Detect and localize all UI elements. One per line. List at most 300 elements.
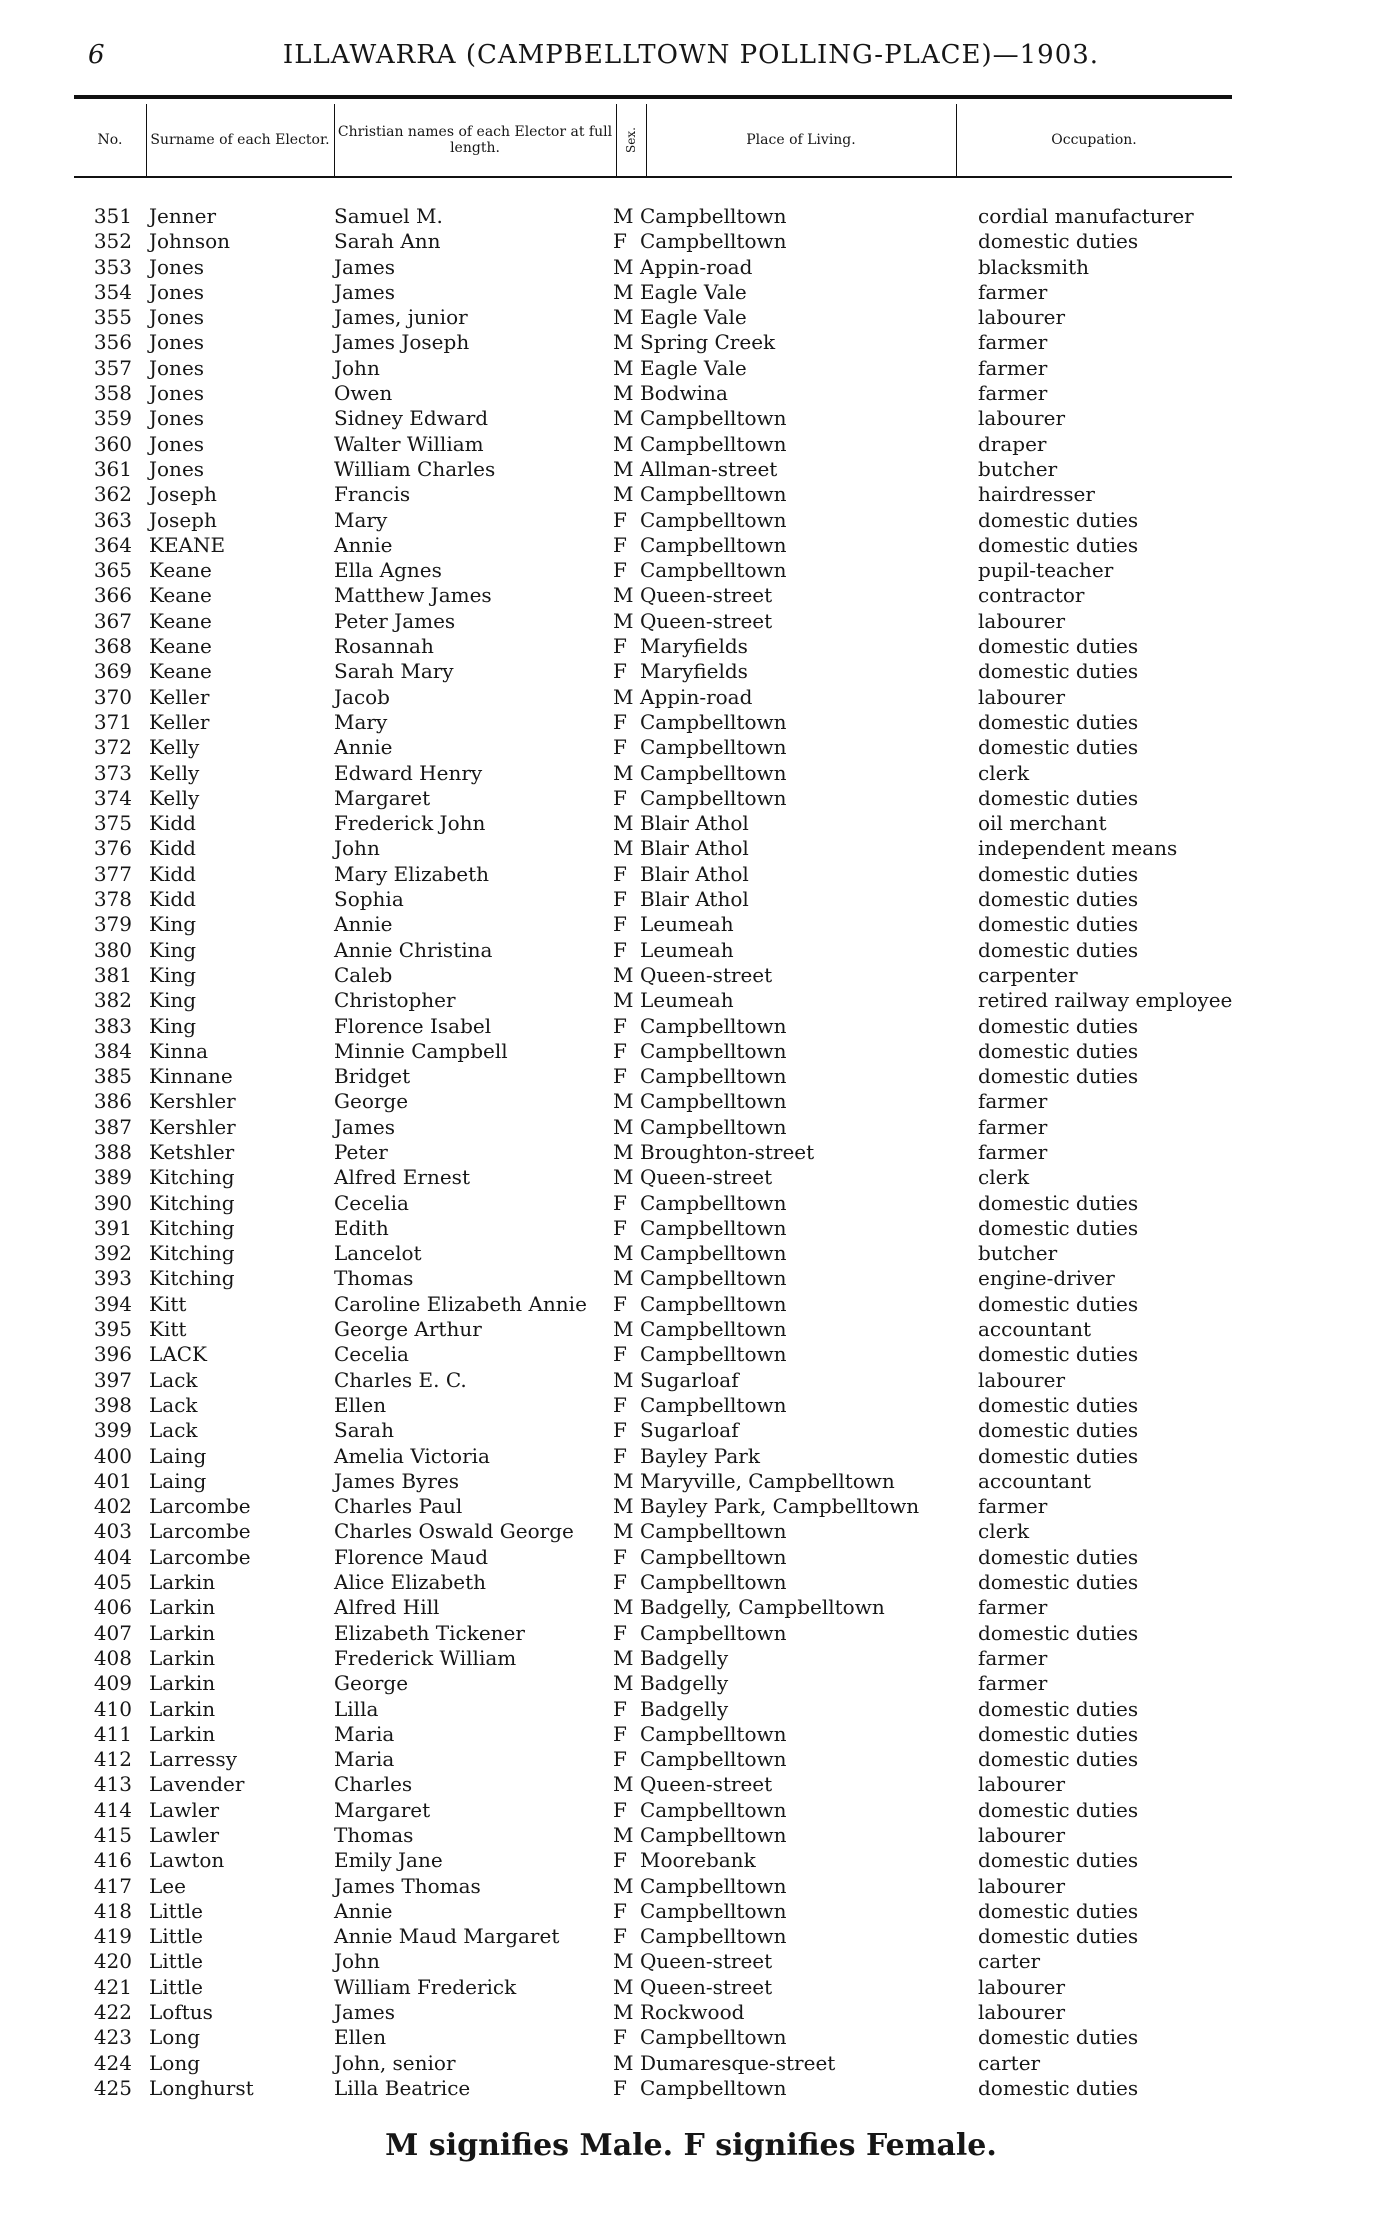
elector-occupation: contractor bbox=[978, 583, 1085, 608]
elector-sex: M bbox=[613, 1519, 634, 1544]
table-row bbox=[0, 811, 1382, 836]
table-row bbox=[0, 381, 1382, 406]
page-title: ILLAWARRA (CAMPBELLTOWN POLLING-PLACE)—1903. bbox=[282, 40, 1100, 70]
elector-christian-names: Sarah bbox=[334, 1418, 394, 1443]
elector-occupation: domestic duties bbox=[978, 1797, 1139, 1822]
table-row bbox=[0, 1115, 1382, 1140]
elector-number: 351 bbox=[93, 204, 132, 228]
elector-surname: Jones bbox=[149, 355, 205, 380]
table-row bbox=[0, 1798, 1382, 1823]
elector-place: Campbelltown bbox=[640, 1038, 787, 1063]
elector-surname: Kitching bbox=[149, 1190, 235, 1215]
elector-sex: M bbox=[613, 1595, 634, 1620]
elector-place: Blair Athol bbox=[640, 861, 749, 886]
elector-surname: Jones bbox=[149, 330, 205, 355]
table-row bbox=[0, 1014, 1382, 1039]
table-row bbox=[0, 1697, 1382, 1722]
elector-surname: Joseph bbox=[149, 507, 217, 532]
elector-place: Queen-street bbox=[640, 1165, 773, 1190]
elector-sex: F bbox=[613, 1013, 627, 1038]
table-row bbox=[0, 1874, 1382, 1899]
elector-place: Appin-road bbox=[640, 254, 753, 279]
elector-occupation: domestic duties bbox=[978, 1342, 1139, 1367]
elector-christian-names: Mary bbox=[334, 709, 388, 734]
elector-sex: F bbox=[613, 229, 627, 254]
elector-sex: F bbox=[613, 861, 627, 886]
elector-occupation: draper bbox=[978, 431, 1047, 456]
elector-place: Campbelltown bbox=[640, 2025, 787, 2050]
elector-sex: M bbox=[613, 330, 634, 355]
elector-christian-names: Sarah Mary bbox=[334, 659, 454, 684]
elector-number: 415 bbox=[93, 1823, 132, 1847]
elector-christian-names: Elizabeth Tickener bbox=[334, 1620, 525, 1645]
elector-surname: Kitching bbox=[149, 1215, 235, 1240]
elector-sex: F bbox=[613, 1038, 627, 1063]
table-row bbox=[0, 204, 1382, 229]
elector-sex: M bbox=[613, 1266, 634, 1291]
elector-surname: Larcombe bbox=[149, 1494, 251, 1519]
elector-christian-names: Samuel M. bbox=[334, 204, 443, 228]
elector-number: 412 bbox=[93, 1747, 132, 1772]
elector-christian-names: Edward Henry bbox=[334, 760, 483, 785]
table-row bbox=[0, 685, 1382, 710]
table-row bbox=[0, 1924, 1382, 1949]
elector-occupation: domestic duties bbox=[978, 634, 1139, 659]
table-row bbox=[0, 609, 1382, 634]
elector-occupation: domestic duties bbox=[978, 1696, 1139, 1721]
elector-occupation: domestic duties bbox=[978, 937, 1139, 962]
elector-christian-names: Annie bbox=[334, 1898, 393, 1923]
elector-sex: M bbox=[613, 1139, 634, 1164]
elector-occupation: domestic duties bbox=[978, 229, 1139, 254]
table-row bbox=[0, 1317, 1382, 1342]
elector-occupation: domestic duties bbox=[978, 2075, 1139, 2100]
elector-surname: Larcombe bbox=[149, 1544, 251, 1569]
table-row bbox=[0, 988, 1382, 1013]
elector-surname: Kitt bbox=[149, 1291, 187, 1316]
elector-surname: Lawler bbox=[149, 1797, 220, 1822]
elector-surname: King bbox=[149, 1013, 197, 1038]
elector-place: Bayley Park, Campbelltown bbox=[640, 1494, 920, 1519]
elector-christian-names: Lilla Beatrice bbox=[334, 2075, 471, 2100]
elector-surname: Lack bbox=[149, 1392, 198, 1417]
elector-christian-names: George bbox=[334, 1089, 409, 1114]
table-row bbox=[0, 482, 1382, 507]
elector-occupation: carter bbox=[978, 2050, 1041, 2075]
elector-sex: F bbox=[613, 1443, 627, 1468]
elector-place: Rockwood bbox=[640, 2000, 745, 2025]
elector-surname: Lack bbox=[149, 1418, 198, 1443]
elector-number: 417 bbox=[93, 1873, 132, 1898]
elector-occupation: labourer bbox=[978, 1823, 1066, 1847]
elector-number: 400 bbox=[93, 1443, 132, 1468]
elector-christian-names: Cecelia bbox=[334, 1342, 409, 1367]
elector-occupation: hairdresser bbox=[978, 482, 1095, 507]
elector-place: Campbelltown bbox=[640, 1823, 787, 1847]
elector-sex: M bbox=[613, 1873, 634, 1898]
elector-sex: M bbox=[613, 204, 634, 228]
elector-occupation: domestic duties bbox=[978, 2025, 1139, 2050]
table-row bbox=[0, 1368, 1382, 1393]
elector-occupation: pupil-teacher bbox=[978, 558, 1114, 583]
elector-sex: M bbox=[613, 406, 634, 431]
elector-occupation: labourer bbox=[978, 608, 1066, 633]
elector-number: 368 bbox=[93, 634, 132, 659]
elector-number: 418 bbox=[93, 1898, 132, 1923]
elector-number: 354 bbox=[93, 279, 132, 304]
elector-sex: M bbox=[613, 254, 634, 279]
elector-surname: Little bbox=[149, 1924, 203, 1949]
elector-sex: F bbox=[613, 1747, 627, 1772]
elector-place: Campbelltown bbox=[640, 735, 787, 760]
elector-christian-names: Caleb bbox=[334, 962, 393, 987]
elector-christian-names: Annie Maud Margaret bbox=[334, 1924, 560, 1949]
elector-christian-names: John bbox=[334, 1949, 380, 1974]
elector-surname: Larkin bbox=[149, 1696, 216, 1721]
elector-place: Eagle Vale bbox=[640, 279, 747, 304]
elector-occupation: farmer bbox=[978, 1114, 1048, 1139]
elector-place: Sugarloaf bbox=[640, 1367, 739, 1392]
elector-occupation: clerk bbox=[978, 1519, 1030, 1544]
elector-occupation: clerk bbox=[978, 1165, 1030, 1190]
elector-number: 399 bbox=[93, 1418, 132, 1443]
elector-occupation: domestic duties bbox=[978, 507, 1139, 532]
elector-place: Campbelltown bbox=[640, 229, 787, 254]
elector-christian-names: Frederick John bbox=[334, 811, 486, 836]
elector-place: Spring Creek bbox=[640, 330, 776, 355]
table-row bbox=[0, 2025, 1382, 2050]
elector-sex: F bbox=[613, 2025, 627, 2050]
elector-christian-names: Mary Elizabeth bbox=[334, 861, 490, 886]
elector-sex: M bbox=[613, 1089, 634, 1114]
elector-place: Campbelltown bbox=[640, 1241, 787, 1266]
elector-sex: F bbox=[613, 532, 627, 557]
elector-occupation: domestic duties bbox=[978, 1924, 1139, 1949]
elector-number: 398 bbox=[93, 1392, 132, 1417]
elector-christian-names: Caroline Elizabeth Annie bbox=[334, 1291, 587, 1316]
elector-sex: M bbox=[613, 431, 634, 456]
table-row bbox=[0, 280, 1382, 305]
elector-sex: F bbox=[613, 1696, 627, 1721]
elector-christian-names: William Charles bbox=[334, 456, 496, 481]
elector-occupation: domestic duties bbox=[978, 785, 1139, 810]
elector-number: 416 bbox=[93, 1848, 132, 1873]
elector-number: 390 bbox=[93, 1190, 132, 1215]
elector-christian-names: Lancelot bbox=[334, 1241, 422, 1266]
elector-occupation: domestic duties bbox=[978, 1443, 1139, 1468]
elector-occupation: carter bbox=[978, 1949, 1041, 1974]
elector-number: 353 bbox=[93, 254, 132, 279]
elector-number: 406 bbox=[93, 1595, 132, 1620]
elector-sex: M bbox=[613, 811, 634, 836]
elector-christian-names: Annie bbox=[334, 912, 393, 937]
elector-christian-names: John bbox=[334, 355, 380, 380]
elector-occupation: farmer bbox=[978, 330, 1048, 355]
table-row bbox=[0, 1646, 1382, 1671]
elector-number: 364 bbox=[93, 532, 132, 557]
table-row bbox=[0, 836, 1382, 861]
elector-christian-names: Thomas bbox=[334, 1823, 414, 1847]
table-row bbox=[0, 1266, 1382, 1291]
elector-occupation: butcher bbox=[978, 1241, 1058, 1266]
table-row bbox=[0, 1722, 1382, 1747]
elector-christian-names: Alfred Ernest bbox=[334, 1165, 470, 1190]
elector-sex: M bbox=[613, 1241, 634, 1266]
elector-sex: F bbox=[613, 912, 627, 937]
elector-surname: King bbox=[149, 912, 197, 937]
elector-occupation: farmer bbox=[978, 279, 1048, 304]
elector-surname: Keane bbox=[149, 634, 212, 659]
elector-number: 389 bbox=[93, 1165, 132, 1190]
elector-christian-names: Emily Jane bbox=[334, 1848, 443, 1873]
elector-christian-names: Edith bbox=[334, 1215, 389, 1240]
elector-occupation: farmer bbox=[978, 355, 1048, 380]
elector-occupation: clerk bbox=[978, 760, 1030, 785]
elector-place: Campbelltown bbox=[640, 1089, 787, 1114]
elector-occupation: domestic duties bbox=[978, 1898, 1139, 1923]
elector-place: Moorebank bbox=[640, 1848, 756, 1873]
elector-surname: Keller bbox=[149, 684, 210, 709]
table-row bbox=[0, 735, 1382, 760]
elector-christian-names: Matthew James bbox=[334, 583, 492, 608]
elector-surname: Larkin bbox=[149, 1595, 216, 1620]
elector-place: Campbelltown bbox=[640, 204, 787, 228]
elector-place: Campbelltown bbox=[640, 1291, 787, 1316]
elector-sex: M bbox=[613, 305, 634, 330]
elector-place: Campbelltown bbox=[640, 760, 787, 785]
elector-sex: F bbox=[613, 1291, 627, 1316]
table-row bbox=[0, 533, 1382, 558]
elector-christian-names: James Thomas bbox=[334, 1873, 481, 1898]
elector-number: 423 bbox=[93, 2025, 132, 2050]
table-row bbox=[0, 1140, 1382, 1165]
elector-christian-names: Maria bbox=[334, 1721, 395, 1746]
elector-occupation: labourer bbox=[978, 305, 1066, 330]
elector-number: 382 bbox=[93, 988, 132, 1013]
elector-occupation: domestic duties bbox=[978, 1848, 1139, 1873]
elector-surname: Laing bbox=[149, 1443, 207, 1468]
elector-surname: Joseph bbox=[149, 482, 217, 507]
elector-sex: F bbox=[613, 507, 627, 532]
table-row bbox=[0, 1747, 1382, 1772]
elector-surname: LACK bbox=[149, 1342, 207, 1367]
elector-sex: M bbox=[613, 1165, 634, 1190]
elector-christian-names: Minnie Campbell bbox=[334, 1038, 508, 1063]
elector-place: Campbelltown bbox=[640, 406, 787, 431]
elector-occupation: domestic duties bbox=[978, 1064, 1139, 1089]
elector-number: 419 bbox=[93, 1924, 132, 1949]
elector-christian-names: Mary bbox=[334, 507, 388, 532]
elector-sex: M bbox=[613, 760, 634, 785]
elector-sex: F bbox=[613, 634, 627, 659]
header-top-rule bbox=[74, 95, 1232, 99]
elector-occupation: labourer bbox=[978, 684, 1066, 709]
table-row bbox=[0, 659, 1382, 684]
elector-sex: M bbox=[613, 988, 634, 1013]
table-row bbox=[0, 862, 1382, 887]
elector-place: Eagle Vale bbox=[640, 305, 747, 330]
table-row bbox=[0, 938, 1382, 963]
elector-number: 421 bbox=[93, 1974, 132, 1999]
elector-number: 424 bbox=[93, 2050, 132, 2075]
elector-place: Leumeah bbox=[640, 937, 734, 962]
elector-number: 381 bbox=[93, 962, 132, 987]
elector-number: 410 bbox=[93, 1696, 132, 1721]
elector-sex: M bbox=[613, 1823, 634, 1847]
elector-number: 387 bbox=[93, 1114, 132, 1139]
elector-place: Campbelltown bbox=[640, 1114, 787, 1139]
table-row bbox=[0, 255, 1382, 280]
elector-christian-names: Ella Agnes bbox=[334, 558, 442, 583]
elector-occupation: blacksmith bbox=[978, 254, 1089, 279]
elector-occupation: retired railway employee bbox=[978, 988, 1233, 1013]
table-row bbox=[0, 1621, 1382, 1646]
elector-christian-names: John bbox=[334, 836, 380, 861]
elector-christian-names: Charles Oswald George bbox=[334, 1519, 574, 1544]
elector-sex: M bbox=[613, 456, 634, 481]
table-row bbox=[0, 1823, 1382, 1848]
elector-surname: Long bbox=[149, 2025, 201, 2050]
elector-christian-names: Annie bbox=[334, 532, 393, 557]
elector-number: 388 bbox=[93, 1139, 132, 1164]
elector-number: 361 bbox=[93, 456, 132, 481]
elector-place: Queen-street bbox=[640, 962, 773, 987]
elector-occupation: independent means bbox=[978, 836, 1178, 861]
elector-christian-names: Florence Maud bbox=[334, 1544, 489, 1569]
elector-occupation: labourer bbox=[978, 1873, 1066, 1898]
elector-surname: Kitching bbox=[149, 1165, 235, 1190]
elector-place: Blair Athol bbox=[640, 836, 749, 861]
elector-occupation: labourer bbox=[978, 1367, 1066, 1392]
table-row bbox=[0, 583, 1382, 608]
elector-occupation: domestic duties bbox=[978, 1747, 1139, 1772]
elector-christian-names: James bbox=[334, 279, 396, 304]
table-row bbox=[0, 1570, 1382, 1595]
elector-number: 373 bbox=[93, 760, 132, 785]
elector-sex: F bbox=[613, 937, 627, 962]
elector-place: Blair Athol bbox=[640, 887, 749, 912]
elector-sex: F bbox=[613, 1215, 627, 1240]
elector-number: 357 bbox=[93, 355, 132, 380]
elector-surname: Longhurst bbox=[149, 2075, 254, 2100]
elector-surname: Lack bbox=[149, 1367, 198, 1392]
elector-sex: F bbox=[613, 1797, 627, 1822]
elector-christian-names: Alice Elizabeth bbox=[334, 1570, 487, 1595]
elector-place: Campbelltown bbox=[640, 532, 787, 557]
elector-list bbox=[0, 204, 1382, 2101]
elector-place: Queen-street bbox=[640, 1772, 773, 1797]
elector-surname: Jones bbox=[149, 456, 205, 481]
elector-place: Campbelltown bbox=[640, 1266, 787, 1291]
elector-christian-names: Charles E. C. bbox=[334, 1367, 467, 1392]
elector-number: 363 bbox=[93, 507, 132, 532]
elector-surname: Larkin bbox=[149, 1721, 216, 1746]
elector-sex: M bbox=[613, 684, 634, 709]
elector-number: 359 bbox=[93, 406, 132, 431]
elector-sex: M bbox=[613, 381, 634, 406]
elector-place: Bayley Park bbox=[640, 1443, 760, 1468]
elector-surname: Larkin bbox=[149, 1645, 216, 1670]
elector-surname: Jones bbox=[149, 279, 205, 304]
elector-surname: Kelly bbox=[149, 785, 200, 810]
table-row bbox=[0, 887, 1382, 912]
elector-place: Queen-street bbox=[640, 1949, 773, 1974]
elector-occupation: domestic duties bbox=[978, 1392, 1139, 1417]
elector-place: Campbelltown bbox=[640, 1392, 787, 1417]
elector-number: 355 bbox=[93, 305, 132, 330]
elector-christian-names: Alfred Hill bbox=[334, 1595, 440, 1620]
elector-surname: King bbox=[149, 988, 197, 1013]
elector-christian-names: Thomas bbox=[334, 1266, 414, 1291]
elector-surname: Jones bbox=[149, 254, 205, 279]
elector-occupation: domestic duties bbox=[978, 532, 1139, 557]
table-row bbox=[0, 1545, 1382, 1570]
table-row bbox=[0, 710, 1382, 735]
elector-surname: Kidd bbox=[149, 887, 196, 912]
elector-sex: M bbox=[613, 482, 634, 507]
elector-surname: Laing bbox=[149, 1468, 207, 1493]
elector-surname: Jones bbox=[149, 381, 205, 406]
elector-place: Badgelly, Campbelltown bbox=[640, 1595, 885, 1620]
elector-surname: Keane bbox=[149, 608, 212, 633]
elector-occupation: domestic duties bbox=[978, 1038, 1139, 1063]
elector-sex: M bbox=[613, 1974, 634, 1999]
elector-occupation: domestic duties bbox=[978, 861, 1139, 886]
elector-place: Campbelltown bbox=[640, 2075, 787, 2100]
elector-number: 391 bbox=[93, 1215, 132, 1240]
elector-occupation: domestic duties bbox=[978, 709, 1139, 734]
header-surname: Surname of each Elector. bbox=[150, 132, 330, 148]
elector-place: Leumeah bbox=[640, 912, 734, 937]
table-row bbox=[0, 786, 1382, 811]
elector-place: Campbelltown bbox=[640, 482, 787, 507]
elector-surname: King bbox=[149, 937, 197, 962]
elector-occupation: domestic duties bbox=[978, 912, 1139, 937]
elector-sex: M bbox=[613, 355, 634, 380]
table-row bbox=[0, 1975, 1382, 2000]
elector-surname: Kelly bbox=[149, 735, 200, 760]
elector-surname: Jones bbox=[149, 305, 205, 330]
elector-surname: Lawton bbox=[149, 1848, 225, 1873]
table-row bbox=[0, 1444, 1382, 1469]
elector-sex: F bbox=[613, 1064, 627, 1089]
elector-sex: F bbox=[613, 887, 627, 912]
elector-occupation: domestic duties bbox=[978, 1291, 1139, 1316]
header-sex bbox=[616, 104, 646, 176]
elector-christian-names: Annie bbox=[334, 735, 393, 760]
elector-sex: M bbox=[613, 1317, 634, 1342]
elector-sex: F bbox=[613, 1190, 627, 1215]
elector-number: 356 bbox=[93, 330, 132, 355]
table-row bbox=[0, 1393, 1382, 1418]
elector-number: 394 bbox=[93, 1291, 132, 1316]
elector-christian-names: Ellen bbox=[334, 2025, 387, 2050]
elector-surname: Ketshler bbox=[149, 1139, 235, 1164]
elector-number: 397 bbox=[93, 1367, 132, 1392]
elector-occupation: domestic duties bbox=[978, 1215, 1139, 1240]
elector-surname: Larressy bbox=[149, 1747, 237, 1772]
elector-sex: F bbox=[613, 1570, 627, 1595]
elector-christian-names: Peter James bbox=[334, 608, 456, 633]
elector-number: 404 bbox=[93, 1544, 132, 1569]
elector-number: 379 bbox=[93, 912, 132, 937]
elector-number: 411 bbox=[93, 1721, 132, 1746]
elector-christian-names: James Byres bbox=[334, 1468, 460, 1493]
elector-place: Broughton-street bbox=[640, 1139, 815, 1164]
elector-place: Campbelltown bbox=[640, 1924, 787, 1949]
elector-surname: Kinnane bbox=[149, 1064, 233, 1089]
elector-christian-names: Charles bbox=[334, 1772, 413, 1797]
